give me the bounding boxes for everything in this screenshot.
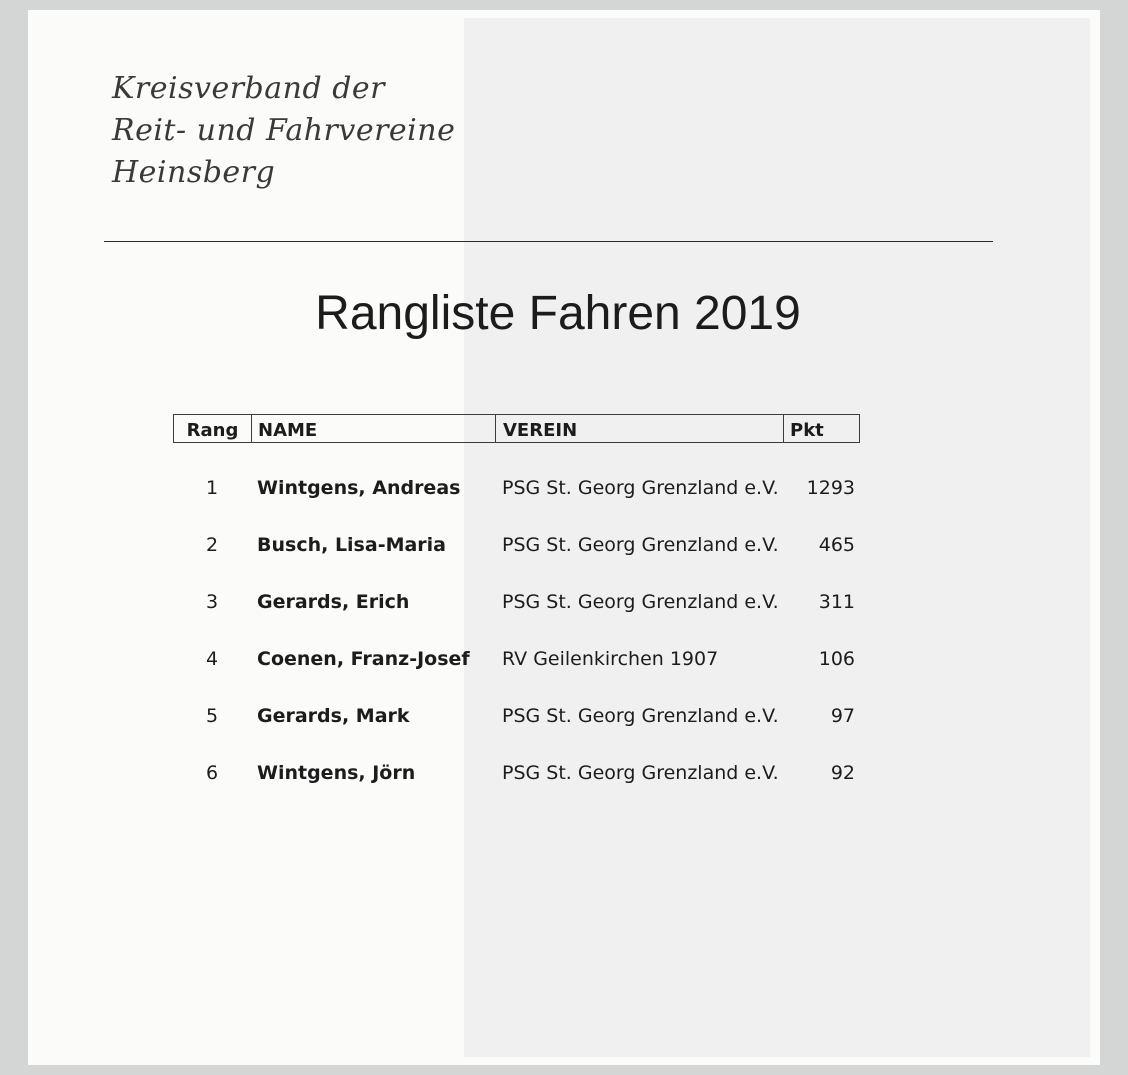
header-name: NAME: [258, 420, 318, 441]
points-cell: 106: [818, 648, 855, 670]
header-separator: [495, 415, 496, 442]
club-cell: RV Geilenkirchen 1907: [502, 648, 719, 670]
table-header: [173, 414, 860, 443]
points-cell: 1293: [806, 477, 855, 499]
club-cell: PSG St. Georg Grenzland e.V.: [502, 705, 779, 727]
letterhead-line-3: Heinsberg: [112, 155, 276, 190]
letterhead: [112, 68, 455, 194]
points-cell: 97: [830, 705, 855, 727]
table-row: [173, 704, 860, 761]
rank-cell: 1: [205, 477, 219, 499]
name-cell: Wintgens, Jörn: [257, 762, 416, 784]
letterhead-line-2: Reit- und Fahrvereine: [112, 113, 456, 148]
document-page: [28, 10, 1100, 1065]
header-rank: Rang: [186, 420, 239, 441]
table-row: [173, 647, 860, 704]
table-row: [173, 533, 860, 590]
club-cell: PSG St. Georg Grenzland e.V.: [502, 762, 779, 784]
name-cell: Gerards, Mark: [257, 705, 410, 727]
header-club: VEREIN: [503, 420, 578, 441]
club-cell: PSG St. Georg Grenzland e.V.: [502, 534, 779, 556]
table-row: [173, 476, 860, 533]
ranking-table: [173, 414, 860, 818]
name-cell: Busch, Lisa-Maria: [257, 534, 447, 556]
name-cell: Wintgens, Andreas: [257, 477, 461, 499]
table-row: [173, 590, 860, 647]
header-points: Pkt: [790, 420, 824, 441]
rank-cell: 6: [205, 762, 219, 784]
rank-cell: 5: [205, 705, 219, 727]
rank-cell: 2: [205, 534, 219, 556]
points-cell: 465: [818, 534, 855, 556]
rank-cell: 4: [205, 648, 219, 670]
points-cell: 92: [830, 762, 855, 784]
page-title: Rangliste Fahren 2019: [315, 287, 801, 340]
points-cell: 311: [818, 591, 855, 613]
letterhead-line-1: Kreisverband der: [112, 71, 385, 106]
club-cell: PSG St. Georg Grenzland e.V.: [502, 477, 779, 499]
divider-line: [104, 241, 993, 242]
club-cell: PSG St. Georg Grenzland e.V.: [502, 591, 779, 613]
rank-cell: 3: [205, 591, 219, 613]
table-row: [173, 761, 860, 818]
header-separator: [251, 415, 252, 442]
name-cell: Gerards, Erich: [257, 591, 410, 613]
header-separator: [783, 415, 784, 442]
name-cell: Coenen, Franz-Josef: [257, 648, 470, 670]
